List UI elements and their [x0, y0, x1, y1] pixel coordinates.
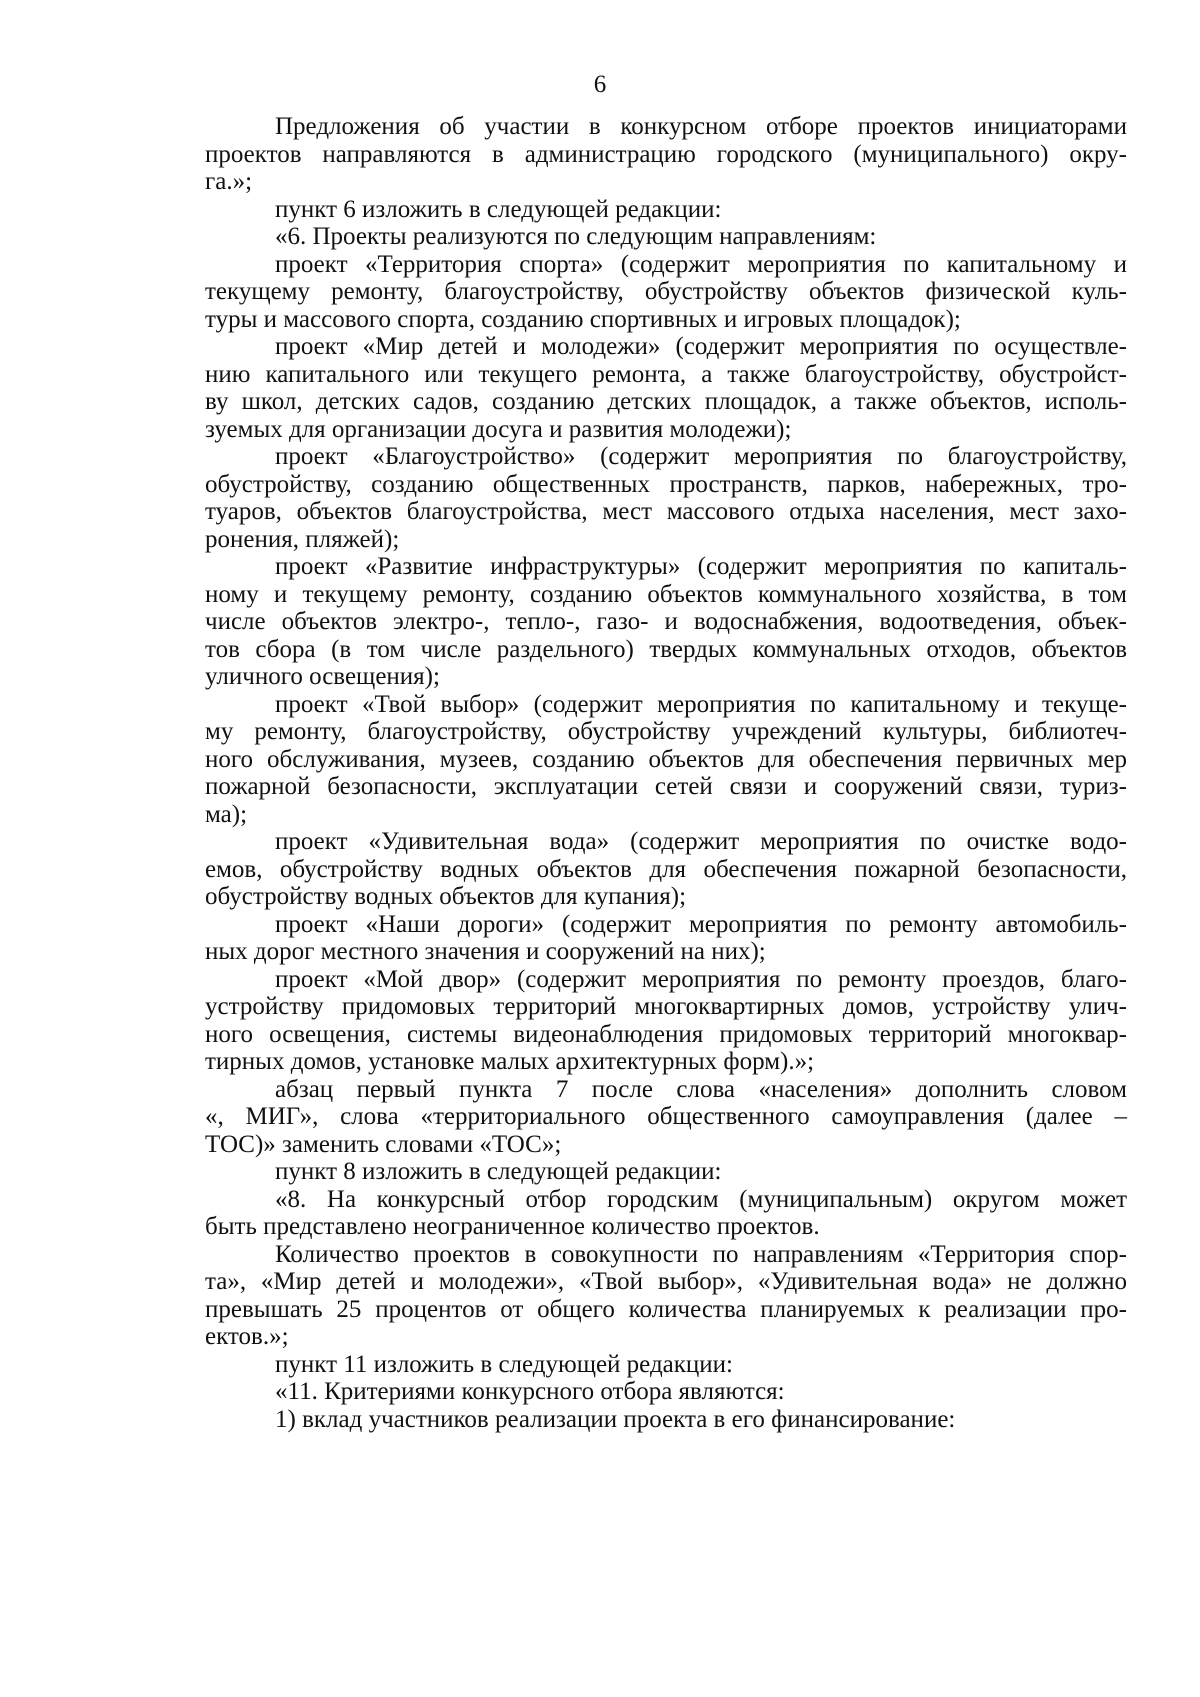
text-line: Предложения об участии в конкурсном отборе проектов инициаторами — [275, 113, 1127, 140]
text-line: ТОС)» заменить словами «ТОС»; — [205, 1130, 562, 1158]
text-line: числе объектов электро-, тепло-, газо- и водоснабжения, водоотведения, объек- — [205, 608, 1127, 635]
text-line: ного обслуживания, музеев, созданию объектов для обеспечения первичных мер — [205, 745, 1127, 773]
text-line: устройству придомовых территорий многоквартирных домов, устройству улич- — [205, 993, 1127, 1020]
text-line: обустройству, созданию общественных пространств, парков, набережных, тро- — [205, 470, 1127, 498]
text-line: ному и текущему ремонту, созданию объектов коммунального хозяйства, в том — [205, 580, 1127, 608]
text-line: проект «Территория спорта» (содержит мероприятия по капитальному и — [275, 250, 1127, 278]
text-line: 1) вклад участников реализации проекта в его финансирование: — [275, 1405, 956, 1433]
text-line: проект «Развитие инфраструктуры» (содержит мероприятия по капиталь- — [275, 553, 1127, 580]
text-line: пункт 8 изложить в следующей редакции: — [275, 1158, 722, 1185]
text-line: зуемых для организации досуга и развития молодежи); — [205, 415, 792, 443]
text-line: пункт 6 изложить в следующей редакции: — [275, 195, 722, 223]
text-line: превышать 25 процентов от общего количества планируемых к реализации про- — [205, 1295, 1127, 1323]
text-line: ронения, пляжей); — [205, 525, 400, 553]
text-line: му ремонту, благоустройству, обустройству учреждений культуры, библиотеч- — [205, 718, 1127, 745]
text-line: ектов.»; — [205, 1323, 289, 1350]
text-line: проект «Твой выбор» (содержит мероприятия по капитальному и текуще- — [275, 690, 1127, 718]
text-line: текущему ремонту, благоустройству, обустройству объектов физической куль- — [205, 278, 1127, 305]
text-line: тирных домов, установке малых архитектурных форм).»; — [205, 1048, 815, 1075]
text-line: обустройству водных объектов для купания); — [205, 883, 687, 910]
text-line: пункт 11 изложить в следующей редакции: — [275, 1350, 733, 1378]
text-line: «11. Критериями конкурсного отбора являются: — [275, 1378, 785, 1405]
page-number: 6 — [593, 71, 607, 98]
text-line: проект «Благоустройство» (содержит мероприятия по благоустройству, — [275, 443, 1127, 470]
text-line: нию капитального или текущего ремонта, а также благоустройству, обустройст- — [205, 360, 1127, 388]
text-line: проектов направляются в администрацию городского (муниципального) окру- — [205, 140, 1127, 168]
text-line: уличного освещения); — [205, 663, 440, 690]
text-line: быть представлено неограниченное количество проектов. — [205, 1213, 820, 1240]
text-line: ву школ, детских садов, созданию детских площадок, а также объектов, исполь- — [205, 388, 1127, 415]
text-line: проект «Мой двор» (содержит мероприятия по ремонту проездов, благо- — [275, 965, 1127, 993]
text-line: пожарной безопасности, эксплуатации сетей связи и сооружений связи, туриз- — [205, 773, 1127, 800]
text-line: проект «Удивительная вода» (содержит мероприятия по очистке водо- — [275, 828, 1127, 855]
text-line: «8. На конкурсный отбор городским (муниципальным) округом может — [275, 1185, 1127, 1213]
text-line: туры и массового спорта, созданию спортивных и игровых площадок); — [205, 305, 961, 333]
text-line: емов, обустройству водных объектов для обеспечения пожарной безопасности, — [205, 855, 1127, 883]
text-line: абзац первый пункта 7 после слова «населения» дополнить словом — [275, 1075, 1127, 1103]
text-line: га.»; — [205, 168, 253, 195]
text-line: «, МИГ», слова «территориального общественного самоуправления (далее – — [205, 1103, 1127, 1130]
text-line: проект «Мир детей и молодежи» (содержит мероприятия по осуществле- — [275, 333, 1127, 360]
text-line: тов сбора (в том числе раздельного) твердых коммунальных отходов, объектов — [205, 635, 1127, 663]
text-line: ма); — [205, 800, 248, 828]
text-line: ного освещения, системы видеонаблюдения придомовых территорий многоквар- — [205, 1020, 1127, 1048]
text-line: «6. Проекты реализуются по следующим направлениям: — [275, 223, 877, 250]
text-line: туаров, объектов благоустройства, мест массового отдыха населения, мест захо- — [205, 498, 1127, 525]
text-line: ных дорог местного значения и сооружений на них); — [205, 938, 766, 965]
text-line: Количество проектов в совокупности по направлениям «Территория спор- — [275, 1240, 1127, 1268]
text-line: та», «Мир детей и молодежи», «Твой выбор», «Удивительная вода» не должно — [205, 1268, 1127, 1295]
text-line: проект «Наши дороги» (содержит мероприятия по ремонту автомобиль- — [275, 910, 1127, 938]
